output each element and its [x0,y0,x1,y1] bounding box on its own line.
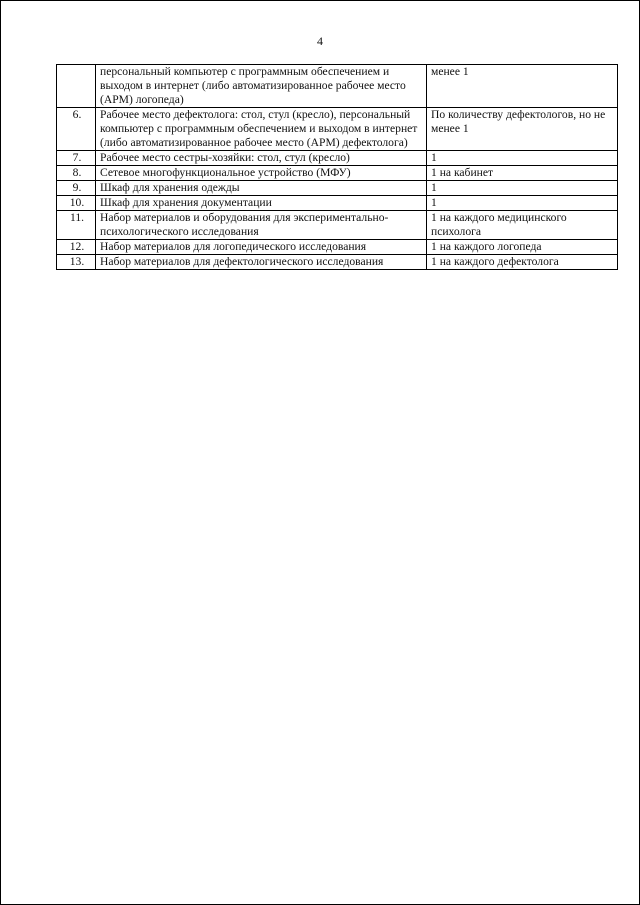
table-row [57,65,618,108]
row-item-name: Набор материалов для дефектологического исследования [96,255,427,270]
table-row [57,151,618,166]
row-number: 11. [57,211,96,240]
table-row [57,255,618,270]
row-quantity: менее 1 [427,65,618,108]
table-row [57,108,618,151]
row-item-name: Набор материалов и оборудования для экспериментально-психологического исследования [96,211,427,240]
table-row [57,181,618,196]
row-quantity: 1 на кабинет [427,166,618,181]
row-number: 13. [57,255,96,270]
row-item-name: персональный компьютер с программным обеспечением и выходом в интернет (либо автоматизированное рабочее место (АРМ) логопеда) [96,65,427,108]
row-number: 10. [57,196,96,211]
table-row [57,196,618,211]
row-quantity: 1 на каждого медицинского психолога [427,211,618,240]
row-number: 8. [57,166,96,181]
row-number: 7. [57,151,96,166]
row-number: 12. [57,240,96,255]
row-quantity: 1 [427,181,618,196]
row-number: 6. [57,108,96,151]
row-item-name: Набор материалов для логопедического исследования [96,240,427,255]
page-number: 4 [317,34,323,48]
table-row [57,211,618,240]
row-item-name: Шкаф для хранения одежды [96,181,427,196]
equipment-table [56,64,618,270]
row-item-name: Рабочее место дефектолога: стол, стул (кресло), персональный компьютер с программным обеспечением и выходом в интернет (либо автоматизированное рабочее место (АРМ) дефектолога) [96,108,427,151]
table-row [57,240,618,255]
row-number [57,65,96,108]
row-quantity: 1 [427,196,618,211]
row-item-name: Сетевое многофункциональное устройство (МФУ) [96,166,427,181]
row-number: 9. [57,181,96,196]
row-item-name: Шкаф для хранения документации [96,196,427,211]
table-row [57,166,618,181]
row-quantity: 1 [427,151,618,166]
row-quantity: 1 на каждого дефектолога [427,255,618,270]
row-item-name: Рабочее место сестры-хозяйки: стол, стул (кресло) [96,151,427,166]
row-quantity: 1 на каждого логопеда [427,240,618,255]
row-quantity: По количеству дефектологов, но не менее 1 [427,108,618,151]
